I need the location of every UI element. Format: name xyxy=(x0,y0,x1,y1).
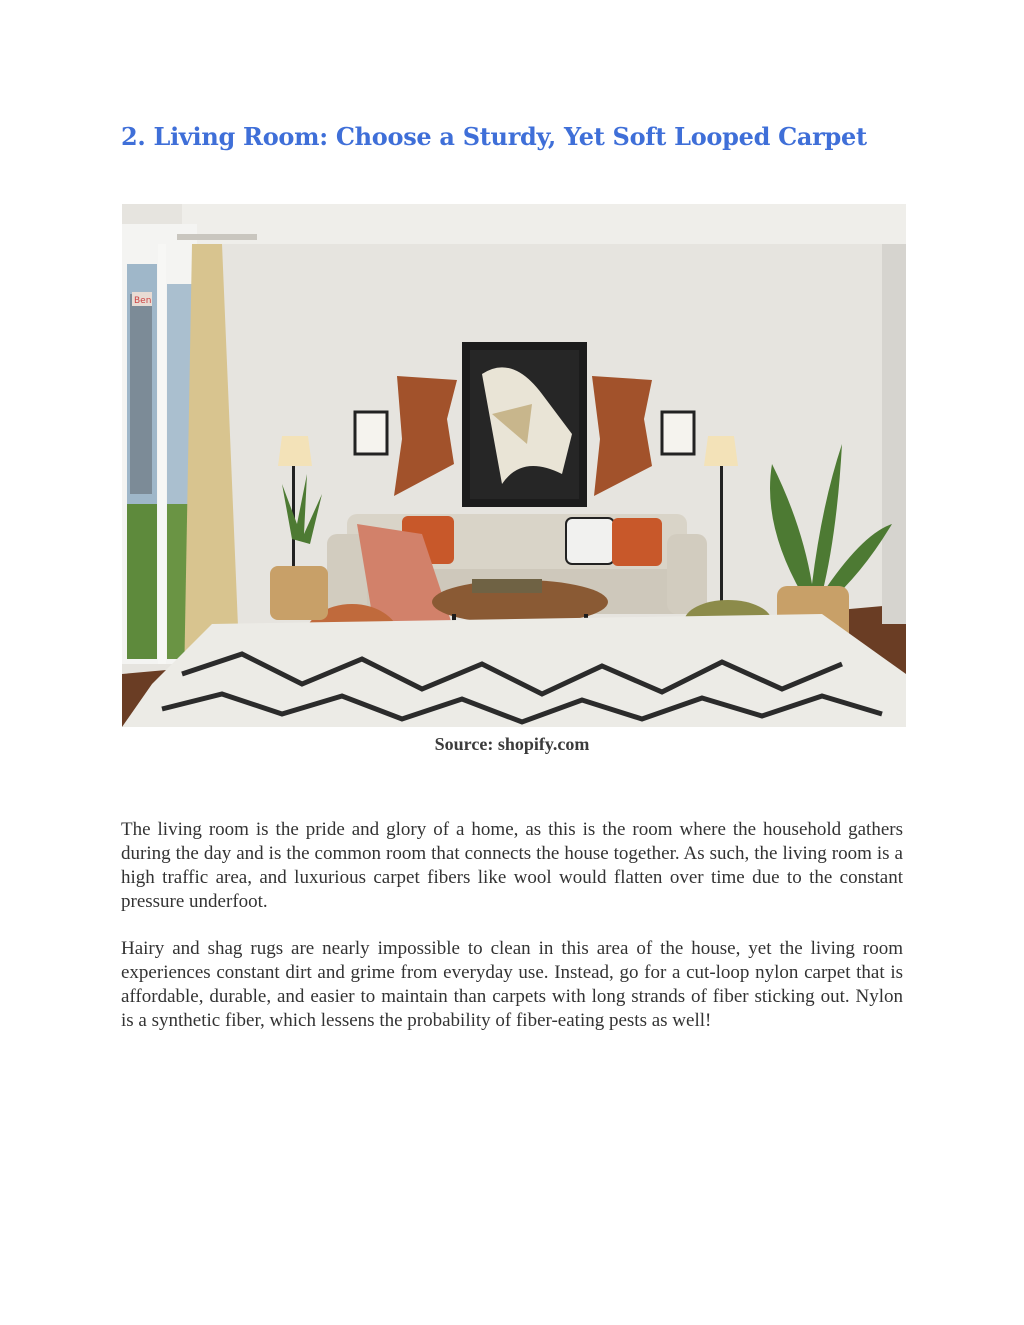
small-frame-left xyxy=(355,412,387,454)
building-sign: Ben xyxy=(134,296,152,306)
paragraph-1: The living room is the pride and glory of a home, as this is the room where the household gathers during the day and is the common room that connects the house together. As such, the living room is a high traffic area, and luxurious carpet fibers like wool would flatten over time due to the constant pressure underfoot. xyxy=(121,819,903,912)
cushion-bw xyxy=(566,518,614,564)
center-painting xyxy=(462,342,587,507)
cushion-orange-2 xyxy=(612,518,662,566)
image-caption: Source: shopify.com xyxy=(434,734,590,754)
small-frame-right xyxy=(662,412,694,454)
living-room-photo xyxy=(122,204,906,727)
paragraph-2: Hairy and shag rugs are nearly impossible to clean in this area of the house, yet the living room experiences constant dirt and grime from everyday use. Instead, go for a cut-loop nylon carpet that is affordable, durable, and easier to maintain than carpets with long strands of fiber sticking out. Nylon is a synthetic fiber, which lessens the probability of fiber-eating pests as well! xyxy=(121,938,903,1031)
section-heading: 2. Living Room: Choose a Sturdy, Yet Soft Looped Carpet xyxy=(121,122,867,151)
rug xyxy=(122,614,906,727)
